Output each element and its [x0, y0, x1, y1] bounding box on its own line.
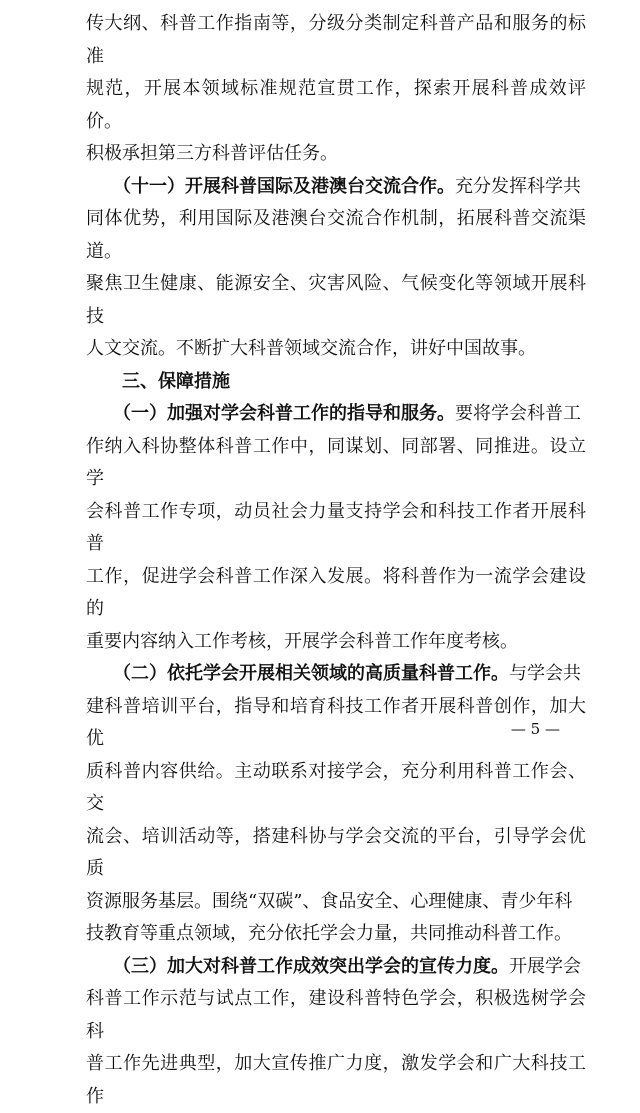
item-3-text: 开展学会 科普工作示范与试点工作，建设科普特色学会，积极选树学会科 普工作先进典型，加大宣传推广力度，激发学会和广大科技工作 — [86, 956, 586, 1107]
paragraph-item-3 — [86, 951, 586, 1113]
paragraph-continuation: 传大纲、科普工作指南等，分级分类制定科普产品和服务的标准 规范，开展本领域标准规范宣贯工作，探索开展科普成效评价。 积极承担第三方科普评估任务。 — [86, 8, 586, 171]
item-1-text: 要将学会科普工 作纳入科协整体科普工作中，同谋划、同部署、同推进。设立学 会科普工作专项，动员社会力量支持学会和科技工作者开展科普 工作，促进学会科普工作深入发展。将科普作为一流学会建设的 重要内容纳入工作考核，开展学会科普工作年度考核。 — [86, 403, 586, 652]
item-1-heading: （一）加强对学会科普工作的指导和服务。 — [86, 403, 455, 424]
paragraph-item-1 — [86, 398, 586, 658]
item-2-heading: （二）依托学会开展相关领域的高质量科普工作。 — [86, 663, 509, 684]
item-2-text: 与学会共 建科普培训平台，指导和培育科技工作者开展科普创作，加大优 质科普内容供给。主动联系对接学会，充分利用科普工作会、交 流会、培训活动等，搭建科协与学会交流的平台，引导学会优质 资源服务基层。围绕“双碳”、食品安全、心理健康、青少年科 技教育等重点领域，充分依托学会力量，共同推动科普工作。 — [86, 663, 586, 944]
item-11-heading: （十一）开展科普国际及港澳台交流合作。 — [86, 176, 455, 197]
document-body — [86, 8, 586, 1113]
section-heading: 三、保障措施 — [86, 366, 586, 399]
item-11-text: 充分发挥科学共 同体优势，利用国际及港澳台交流合作机制，拓展科普交流渠道。 聚焦卫生健康、能源安全、灾害风险、气候变化等领域开展科技 人文交流。不断扩大科普领域交流合作，讲好中国故事。 — [86, 176, 586, 360]
paragraph-item-11 — [86, 171, 586, 366]
paragraph-item-2 — [86, 658, 586, 951]
page-number: — 5 — — [511, 720, 560, 738]
item-3-heading: （三）加大对科普工作成效突出学会的宣传力度。 — [86, 956, 509, 977]
